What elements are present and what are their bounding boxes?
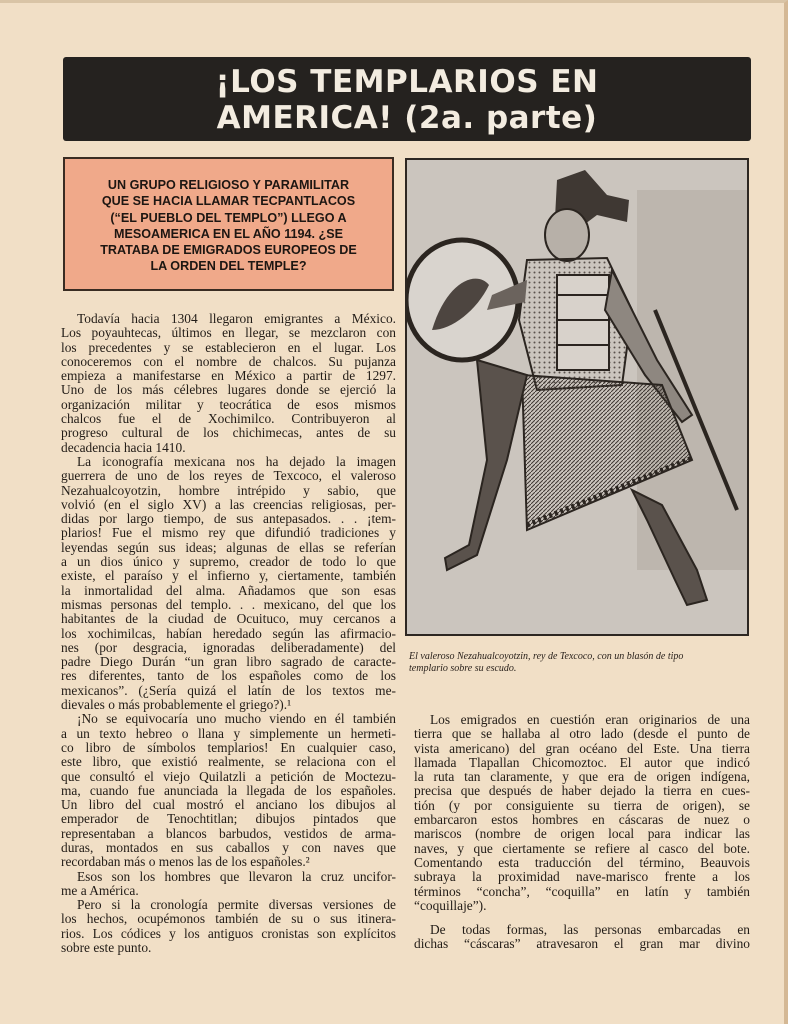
text-line: empieza a manifestarse en México a partir de 1297. xyxy=(61,368,396,384)
text-line: Un libro del cual mostró el anciano los dibujos al xyxy=(61,797,396,813)
text-line: res diferentes, tanto de los españoles como de los xyxy=(61,668,396,684)
text-line: dievales o más probablemente el griego?).¹ xyxy=(61,697,292,713)
intro-line: UN GRUPO RELIGIOSO Y PARAMILITAR xyxy=(107,178,350,192)
text-line: a un texto hebreo o llana y simplemente un hermeti- xyxy=(61,725,396,741)
text-line: Uno de los más célebres lugares donde se ejerció la xyxy=(61,382,396,398)
text-line: ¡No se equivocaría uno mucho viendo en él también xyxy=(77,711,396,727)
text-line: Pero si la cronología permite diversas versiones de xyxy=(77,897,396,913)
text-line: los precedentes y se establecieron en el lugar. Los xyxy=(61,339,396,355)
text-line: los xochimilcas, habían heredado según las afirmacio- xyxy=(61,625,396,641)
text-line: “coquillaje”). xyxy=(414,897,487,913)
text-line: Nezahualcoyotzin, hombre intrépido y sabio, que xyxy=(61,482,396,498)
text-line: llamada Tlapallan Chicomoztoc. El autor que indicó xyxy=(414,754,750,770)
text-line: La iconografía mexicana nos ha dejado la imagen xyxy=(77,453,396,469)
text-line: a un dios único y supremo, creador de todo lo que xyxy=(61,554,396,570)
text-line: Esos son los hombres que llevaron la cruz uncifor- xyxy=(77,868,396,884)
text-line: términos “concha”, “coquilla” en latín y también xyxy=(414,883,750,899)
text-line: sobre este punto. xyxy=(61,940,152,956)
text-line: organización militar y teocrática de esos mismos xyxy=(61,396,396,412)
text-line: precisa que después de haber dejado la tierra en cues- xyxy=(414,783,750,799)
text-line: chalcos fue el de Xochimilco. Contribuyeron al xyxy=(61,411,396,427)
caption-line-1: El valeroso Nezahualcoyotzin, rey de Texcoco, con un blasón de tipo xyxy=(409,651,684,662)
text-line: tión (y por consiguiente su tierra de origen), se xyxy=(414,797,750,813)
text-line: Todavía hacia 1304 llegaron emigrantes a México. xyxy=(77,311,396,326)
intro-summary-box xyxy=(63,157,394,291)
text-line: los hechos, ocupémonos también de su o sus itinera- xyxy=(61,911,396,927)
text-line: subraya la proximidad nave-marisco frente a los xyxy=(414,869,750,885)
right-text-column xyxy=(414,713,750,952)
text-line: progreso cultural de los chichimecas, antes de su xyxy=(61,425,396,441)
text-line: Los emigrados en cuestión eran originarios de una xyxy=(430,712,750,727)
left-text-column xyxy=(61,312,396,955)
text-line: plarios! Fue el mismo rey que difundió tradiciones y xyxy=(61,525,396,541)
text-line: didas por largo tiempo, de sus antepasados. . . ¡tem- xyxy=(61,511,396,527)
text-line: existe, el paraíso y el infierno y, ciertamente, también xyxy=(61,568,396,584)
text-line: este libro, que existió realmente, se relaciona con el xyxy=(61,754,396,770)
text-line: la inmortalidad del alma. Añadamos que son esas xyxy=(61,582,396,598)
intro-line: (“EL PUEBLO DEL TEMPLO”) LLEGO A xyxy=(110,210,347,225)
text-line: co libro de símbolos templarios! En cualquier caso, xyxy=(61,739,396,755)
text-line: embarcaron estos hombres en cáscaras de nuez o xyxy=(414,812,750,828)
title-line-1: ¡LOS TEMPLARIOS EN xyxy=(215,64,599,100)
text-line: habitantes de la ciudad de Ocuituco, muy cercanos a xyxy=(61,611,396,627)
text-line: recordaban más o menos las de los españoles.² xyxy=(61,854,310,870)
title-line-2: AMERICA! (2a. parte) xyxy=(216,100,598,136)
text-line: tierra que se hallaba al otro lado (desde el punto de xyxy=(414,726,750,742)
intro-line: QUE SE HACIA LLAMAR TECPANTLACOS xyxy=(101,194,356,209)
intro-line: LA ORDEN DEL TEMPLE? xyxy=(150,259,307,274)
caption-line-2: templario sobre su escudo. xyxy=(409,663,517,674)
warrior-illustration xyxy=(405,158,749,636)
text-line: mismas personas del templo. . . mexicano, del que los xyxy=(61,596,396,612)
image-caption xyxy=(409,651,755,675)
text-line: ma, cuando fue anunciada la llegada de los españoles. xyxy=(61,782,396,798)
intro-line: MESOAMERICA EN EL AÑO 1194. ¿SE xyxy=(113,226,344,241)
text-line: naves, y que ciertamente se refiere al casco del bote. xyxy=(414,840,750,856)
intro-line: TRATABA DE EMIGRADOS EUROPEOS DE xyxy=(100,243,357,258)
text-line: volvió (en el siglo XV) a las creencias religiosas, per- xyxy=(61,496,396,512)
article-title-banner xyxy=(63,57,751,141)
text-line: leyendas según sus ideas; algunas de ellas se referían xyxy=(61,539,396,555)
text-line: me a América. xyxy=(61,882,139,898)
text-line: la ruta tan claramente, y que era de origen indígena, xyxy=(414,769,750,785)
text-line: decadencia hacia 1410. xyxy=(61,439,186,455)
text-line: duras, montados en sus caballos y con naves que xyxy=(61,839,396,855)
text-line: Los poyauhtecas, últimos en llegar, se mezclaron con xyxy=(61,325,396,341)
text-line: De todas formas, las personas embarcadas en xyxy=(430,922,750,938)
text-line: guerrera de uno de los reyes de Texcoco, el valeroso xyxy=(61,468,396,484)
text-line: Comentando esta traducción del término, Beauvois xyxy=(414,854,750,870)
text-line: rios. Los códices y los antiguos cronistas son explícitos xyxy=(61,925,396,941)
text-line: mariscos (nombre de origen local para indicar las xyxy=(414,826,750,842)
text-line: emperador de Tenochtitlan; dibujos pintados que xyxy=(61,811,396,827)
text-line: representaban a blancos barbudos, vestidos de arma- xyxy=(61,825,396,841)
text-line: mexicanos”. (¿Sería quizá el latín de los textos me- xyxy=(61,682,396,698)
text-line: padre Diego Durán “un gran libro sagrado de caracte- xyxy=(61,654,396,670)
text-line: vista americano) del gran océano del Este. Una tierra xyxy=(414,740,750,756)
text-line: conoceremos con el nombre de chalcos. Su pujanza xyxy=(61,353,396,369)
text-line: que consultó el viejo Quilatzli a petición de Moctezu- xyxy=(61,768,396,784)
text-line: dichas “cáscaras” atravesaron el gran mar divino xyxy=(414,936,750,952)
text-line: nes (por desgracia, ignoradas deliberadamente) del xyxy=(61,639,396,655)
